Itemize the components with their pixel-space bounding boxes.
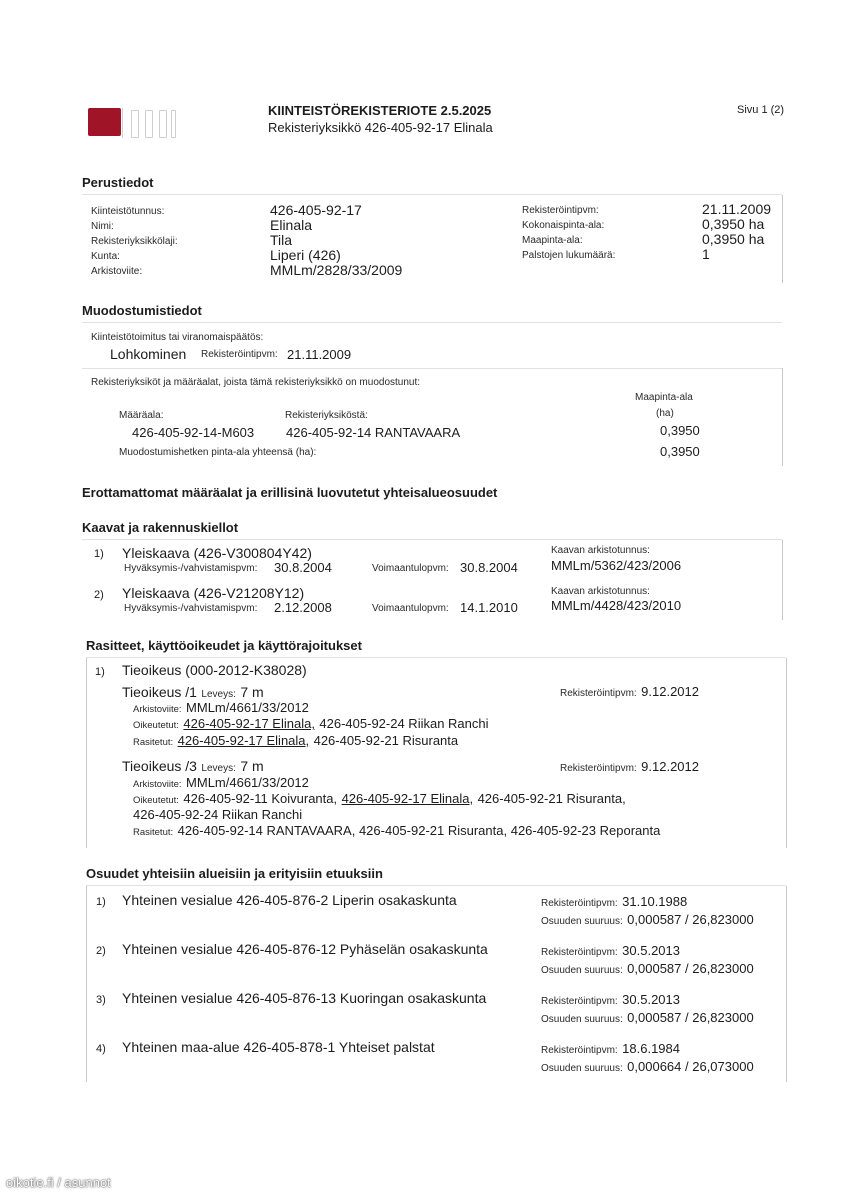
reg-value: 9.12.2012	[641, 684, 699, 699]
osuus-name: Yhteinen vesialue 426-405-876-12 Pyhäselän osakaskunta	[122, 941, 488, 957]
kaava-number: 1)	[94, 548, 104, 560]
field-label-rekisterointipvm: Rekisteröintipvm:	[522, 205, 599, 216]
logo-letters	[122, 108, 179, 138]
osuus-reg	[541, 893, 687, 911]
divider	[82, 368, 782, 369]
divider	[82, 322, 782, 323]
kaava-hyv-value: 30.8.2004	[274, 560, 332, 575]
kaava-name: Yleiskaava (426-V300804Y42)	[122, 545, 312, 561]
field-label-kiinteistotunnus: Kiinteistötunnus:	[91, 206, 165, 217]
property-link[interactable]: 426-405-92-17 Elinala,	[177, 733, 310, 748]
section-heading-kaavat: Kaavat ja rakennuskiellot	[82, 520, 239, 535]
osuus-name: Yhteinen vesialue 426-405-876-2 Liperin osakaskunta	[122, 892, 457, 908]
property-text: 426-405-92-14 RANTAVAARA, 426-405-92-21 Risuranta, 426-405-92-23 Reporanta	[177, 823, 661, 838]
osuus-share	[541, 911, 754, 929]
document-subtitle: Rekisteriyksikkö 426-405-92-17 Elinala	[268, 120, 493, 135]
reg-value: 31.10.1988	[622, 894, 688, 909]
reg-label: Rekisteröintipvm:	[541, 1045, 618, 1056]
area-value: 0,3950	[660, 423, 700, 438]
leveys-value: 7 m	[240, 758, 264, 774]
rasite-sub2-rasitetut	[133, 822, 660, 840]
share-value: 0,000664 / 26,073000	[627, 1059, 754, 1074]
reg-value: 30.5.2013	[622, 943, 680, 958]
share-value: 0,000587 / 26,823000	[627, 961, 754, 976]
divider	[82, 194, 782, 195]
osuus-number: 4)	[96, 1043, 106, 1055]
property-text: 426-405-92-24 Riikan Ranchi	[319, 716, 489, 731]
ark-value: MMLm/4661/33/2012	[186, 700, 309, 715]
kaava-number: 2)	[94, 589, 104, 601]
divider	[786, 658, 787, 848]
source-label: Rekisteriyksiköt ja määräalat, joista tämä rekisteriyksikkö on muodostunut:	[91, 377, 421, 388]
logo	[88, 108, 121, 136]
document-title: KIINTEISTÖREKISTERIOTE 2.5.2025	[268, 103, 492, 118]
rekisteriyksikosta-label: Rekisteriyksiköstä:	[285, 410, 368, 421]
toimitus-reg-label: Rekisteröintipvm:	[201, 349, 278, 360]
oikeutetut-label: Oikeutetut:	[133, 795, 179, 806]
rasite-sub1-oikeutetut	[133, 715, 489, 733]
field-label-nimi: Nimi:	[91, 221, 114, 232]
share-label: Osuuden suuruus:	[541, 1014, 623, 1025]
toimitus-reg-value: 21.11.2009	[287, 347, 352, 362]
property-link[interactable]: 426-405-92-17 Elinala,	[183, 716, 315, 731]
property-text: 426-405-92-24 Riikan Ranchi	[133, 807, 303, 822]
kaava-voim-value: 30.8.2004	[460, 560, 518, 575]
field-value-kokonaispinta-ala: 0,3950 ha	[702, 216, 765, 232]
divider	[782, 368, 783, 466]
watermark: oikotie.fi / asunnot	[6, 1175, 111, 1190]
rasite-title: Tieoikeus (000-2012-K38028)	[122, 662, 307, 678]
osuus-number: 2)	[96, 945, 106, 957]
osuus-reg	[541, 942, 680, 960]
leveys-value: 7 m	[240, 684, 264, 700]
osuus-name: Yhteinen maa-alue 426-405-878-1 Yhteiset palstat	[122, 1039, 435, 1055]
field-label-palstojen-lukumaara: Palstojen lukumäärä:	[522, 250, 616, 261]
field-value-nimi: Elinala	[270, 217, 313, 233]
rasite-sub1-reg	[560, 683, 699, 701]
ark-label: Arkistoviite:	[133, 704, 182, 715]
reg-label: Rekisteröintipvm:	[560, 763, 637, 774]
divider	[786, 886, 787, 1082]
divider	[86, 886, 87, 1082]
field-value-palstojen-lukumaara: 1	[702, 246, 710, 262]
section-heading-osuudet: Osuudet yhteisiin alueisiin ja erityisiin etuuksiin	[86, 866, 383, 881]
kaava-voim-value: 14.1.2010	[460, 600, 518, 615]
osuus-share	[541, 960, 754, 978]
maaraala-value: 426-405-92-14-M603	[132, 425, 255, 440]
osuus-number: 1)	[96, 896, 106, 908]
ark-label: Arkistoviite:	[133, 779, 182, 790]
rasite-sub2-oikeutetut	[133, 790, 626, 808]
divider	[86, 657, 786, 658]
rasite-sub1-name: Tieoikeus /1	[122, 684, 197, 700]
share-value: 0,000587 / 26,823000	[627, 912, 754, 927]
section-heading-perustiedot: Perustiedot	[82, 175, 154, 190]
property-text: 426-405-92-21 Risuranta	[313, 733, 459, 748]
osuus-reg	[541, 1040, 680, 1058]
osuus-name: Yhteinen vesialue 426-405-876-13 Kuoringan osakaskunta	[122, 990, 487, 1006]
field-value-laji: Tila	[270, 232, 293, 248]
ark-value: MMLm/4661/33/2012	[186, 775, 309, 790]
leveys-label: Leveys:	[201, 763, 236, 774]
field-label-arkistoviite: Arkistoviite:	[91, 266, 143, 277]
rasite-sub2-reg	[560, 758, 699, 776]
divider	[82, 539, 782, 540]
property-link[interactable]: 426-405-92-17 Elinala,	[341, 791, 474, 806]
divider	[86, 658, 87, 848]
osuus-reg	[541, 991, 680, 1009]
kaava-ark-label: Kaavan arkistotunnus:	[551, 586, 650, 597]
share-value: 0,000587 / 26,823000	[627, 1010, 754, 1025]
divider	[86, 885, 786, 886]
kaava-voim-label: Voimaantulopvm:	[372, 603, 449, 614]
osuus-share	[541, 1058, 754, 1076]
maaraala-label: Määräala:	[119, 410, 164, 421]
kaava-voim-label: Voimaantulopvm:	[372, 563, 449, 574]
field-value-kiinteistotunnus: 426-405-92-17	[270, 202, 362, 218]
divider	[782, 540, 783, 620]
area-column-unit: (ha)	[656, 408, 674, 419]
field-label-laji: Rekisteriyksikkölaji:	[91, 236, 178, 247]
field-value-arkistoviite: MMLm/2828/33/2009	[270, 262, 403, 278]
rasitetut-label: Rasitetut:	[133, 827, 174, 838]
field-label-kokonaispinta-ala: Kokonaispinta-ala:	[522, 220, 605, 231]
toimitus-label: Kiinteistötoimitus tai viranomaispäätös:	[91, 332, 264, 343]
leveys-label: Leveys:	[201, 689, 236, 700]
kaava-hyv-label: Hyväksymis-/vahvistamispvm:	[124, 603, 258, 614]
section-heading-muodostumistiedot: Muodostumistiedot	[82, 303, 202, 318]
kaava-hyv-label: Hyväksymis-/vahvistamispvm:	[124, 563, 258, 574]
field-value-maapinta-ala: 0,3950 ha	[702, 231, 765, 247]
osuus-share	[541, 1009, 754, 1027]
kaava-ark-label: Kaavan arkistotunnus:	[551, 545, 650, 556]
reg-value: 30.5.2013	[622, 992, 680, 1007]
rasite-number: 1)	[95, 666, 105, 678]
reg-label: Rekisteröintipvm:	[541, 947, 618, 958]
osuus-number: 3)	[96, 994, 106, 1006]
rasitetut-label: Rasitetut:	[133, 737, 174, 748]
kaava-hyv-value: 2.12.2008	[274, 600, 332, 615]
section-heading-rasitteet: Rasitteet, käyttöoikeudet ja käyttörajoitukset	[86, 638, 362, 653]
total-value: 0,3950	[660, 444, 700, 459]
reg-value: 9.12.2012	[641, 759, 699, 774]
page-number: Sivu 1 (2)	[737, 104, 785, 116]
field-value-rekisterointipvm: 21.11.2009	[702, 201, 772, 217]
reg-label: Rekisteröintipvm:	[541, 996, 618, 1007]
kaava-ark-value: MMLm/4428/423/2010	[551, 598, 682, 613]
property-text: 426-405-92-11 Koivuranta,	[183, 791, 338, 806]
rasite-sub2-name: Tieoikeus /3	[122, 758, 197, 774]
field-value-kunta: Liperi (426)	[270, 247, 341, 263]
share-label: Osuuden suuruus:	[541, 965, 623, 976]
oikeutetut-label: Oikeutetut:	[133, 720, 179, 731]
toimitus-value: Lohkominen	[110, 346, 187, 362]
field-label-kunta: Kunta:	[91, 251, 120, 262]
kaava-ark-value: MMLm/5362/423/2006	[551, 558, 682, 573]
field-label-maapinta-ala: Maapinta-ala:	[522, 235, 583, 246]
reg-label: Rekisteröintipvm:	[541, 898, 618, 909]
property-text: 426-405-92-21 Risuranta,	[477, 791, 626, 806]
area-column-header: Maapinta-ala	[635, 392, 693, 403]
total-label: Muodostumishetken pinta-ala yhteensä (ha):	[119, 447, 317, 458]
divider	[782, 195, 783, 283]
share-label: Osuuden suuruus:	[541, 1063, 623, 1074]
kaava-name: Yleiskaava (426-V21208Y12)	[122, 585, 305, 601]
share-label: Osuuden suuruus:	[541, 916, 623, 927]
rekisteriyksikosta-value: 426-405-92-14 RANTAVAARA	[286, 425, 461, 440]
section-heading-erottamattomat: Erottamattomat määräalat ja erillisinä luovutetut yhteisalueosuudet	[82, 485, 498, 500]
reg-value: 18.6.1984	[622, 1041, 680, 1056]
rasite-sub1-rasitetut	[133, 732, 458, 750]
reg-label: Rekisteröintipvm:	[560, 688, 637, 699]
